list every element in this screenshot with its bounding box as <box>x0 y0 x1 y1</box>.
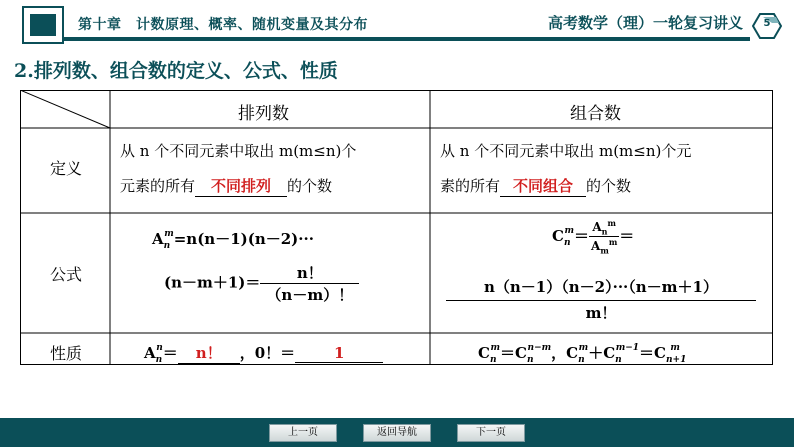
perm-definition-pre: 元素的所有 <box>120 177 196 195</box>
perm-property-answer2: 1 <box>295 344 383 363</box>
comb-formula-numerator: n（n－1）（n－2）···（n－m＋1） <box>446 276 756 301</box>
section-title: 2.排列数、组合数的定义、公式、性质 <box>14 60 338 82</box>
perm-formula-tail: (n－m＋1)＝ <box>164 273 261 292</box>
comb-formula-denominator: m！ <box>585 304 617 322</box>
comb-definition-post: 的个数 <box>586 177 632 195</box>
comb-formula-line1: $C_n^m=$ $\frac{A_n^m}{A_m^m}$ ＝ <box>552 218 635 256</box>
perm-definition-line1: 从 n 个不同元素中取出 m(m≤n)个 <box>120 142 357 160</box>
col-header-permutation: 排列数 <box>238 104 289 124</box>
comb-definition-answer: 不同组合 <box>500 175 586 197</box>
perm-formula-numerator: n！ <box>260 262 359 284</box>
perm-formula-line2 <box>164 262 359 305</box>
book-title: 高考数学（理）一轮复习讲义 <box>548 14 744 32</box>
comb-property-plus: ＋ <box>588 344 604 362</box>
comb-definition-line1: 从 n 个不同元素中取出 m(m≤n)个元 <box>440 142 692 160</box>
perm-definition-answer: 不同排列 <box>195 175 287 197</box>
perm-formula-expansion: =n(n－1)(n－2)··· <box>173 230 314 248</box>
table-grid <box>20 90 774 366</box>
perm-formula-line1: $A_n^m=n(n-1)(n-2)\cdot\cdot\cdot$ <box>152 229 314 251</box>
page-number: 5 <box>763 18 771 29</box>
next-page-button[interactable]: 下一页 <box>457 424 525 442</box>
header-rule <box>62 37 750 41</box>
col-header-combination: 组合数 <box>570 104 621 124</box>
perm-formula-fraction <box>260 262 359 305</box>
row-label-definition: 定义 <box>50 159 83 178</box>
chapter-title: 第十章 计数原理、概率、随机变量及其分布 <box>78 17 368 33</box>
comb-definition-line2 <box>440 175 631 197</box>
definition-table <box>20 90 774 366</box>
comb-property-eq: ＝ <box>639 344 655 362</box>
perm-definition-line2 <box>120 175 332 197</box>
comb-formula-equals: ＝ <box>619 226 635 245</box>
header-logo-inner <box>30 14 56 36</box>
row-label-property: 性质 <box>50 344 83 363</box>
comb-ratio-numerator: $A_n^m$ <box>589 218 619 237</box>
perm-formula-denominator: （n－m）！ <box>266 286 354 304</box>
perm-definition-post: 的个数 <box>287 177 333 195</box>
comb-definition-pre: 素的所有 <box>440 177 501 195</box>
page-number-badge <box>752 12 782 40</box>
perm-property-answer1: n！ <box>178 342 240 364</box>
header-logo-box <box>22 6 64 44</box>
perm-property: $A_n^n= n$！ ，0！＝ 1 <box>144 342 383 365</box>
comb-ratio-denominator: $A_m^m$ <box>591 237 618 256</box>
perm-property-mid: ，0！＝ <box>239 344 296 362</box>
comb-property: $C_n^m=C_n^{n-m}$，$C_n^m+C_n^{m-1}=C_{n+1}^m$ <box>478 343 687 365</box>
comb-property-comma: ， <box>551 344 567 362</box>
comb-formula-ratio <box>589 218 619 256</box>
back-to-nav-button[interactable]: 返回导航 <box>363 424 431 442</box>
row-label-formula: 公式 <box>50 265 83 284</box>
prev-page-button[interactable]: 上一页 <box>269 424 337 442</box>
